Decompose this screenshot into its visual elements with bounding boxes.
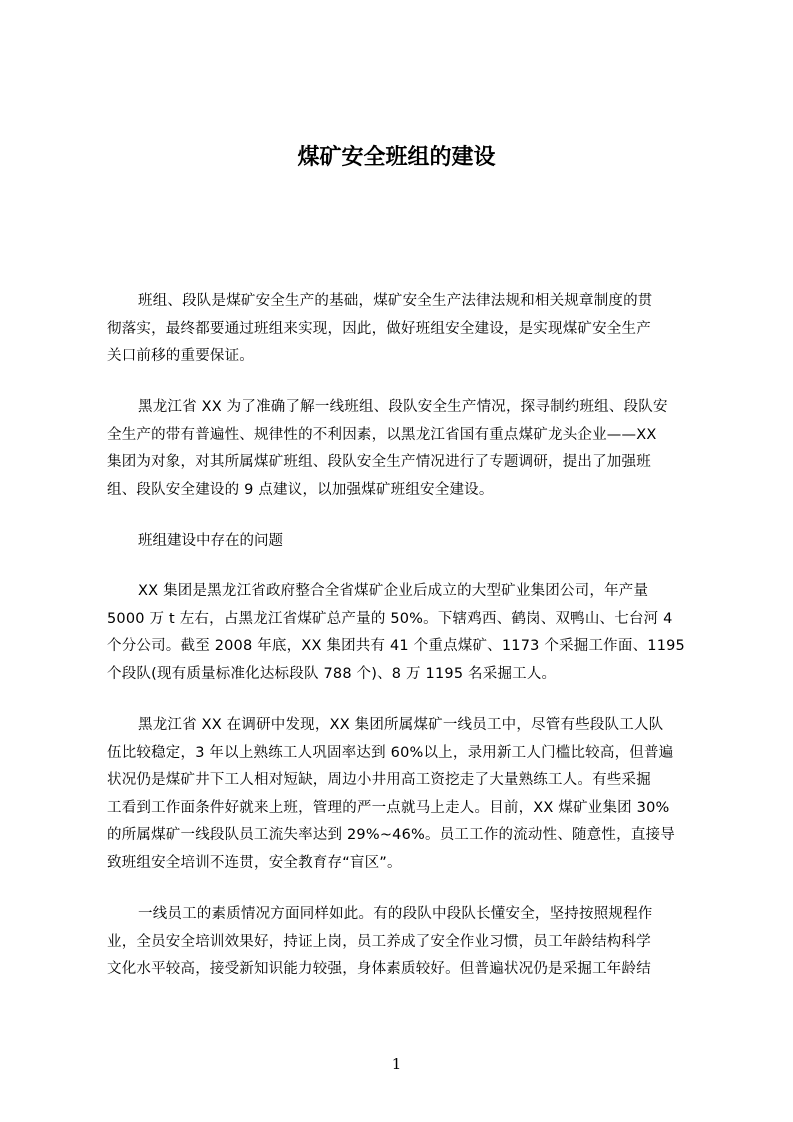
paragraph-line: 致班组安全培训不连贯，安全教育存“盲区”。 — [107, 854, 402, 871]
paragraph-worker-quality — [107, 901, 697, 984]
paragraph-line: 伍比较稳定，3 年以上熟练工人巩固率达到 60%以上，录用新工人门槛比较高，但普遍 — [107, 744, 674, 761]
paragraph-line: 彻落实，最终都要通过班组来实现，因此，做好班组安全建设，是实现煤矿安全生产 — [107, 320, 651, 337]
paragraph-line: 状况仍是煤矿井下工人相对短缺，周边小井用高工资挖走了大量熟练工人。有些采掘 — [107, 772, 651, 788]
paragraph-line: 组、段队安全建设的 9 点建议，以加强煤矿班组安全建设。 — [107, 481, 494, 498]
paragraph-intro — [107, 288, 697, 371]
paragraph-group-overview — [107, 578, 697, 688]
paragraph-findings — [107, 712, 697, 877]
paragraph-line: 5000 万 t 左右，占黑龙江省煤矿总产量的 50%。下辖鸡西、鹤岗、双鸭山、七台河 4 — [107, 610, 673, 627]
paragraph-line: 工看到工作面条件好就来上班，管理的严一点就马上走人。目前，XX 煤矿业集团 30% — [107, 799, 670, 816]
paragraph-line: 一线员工的素质情况方面同样如此。有的段队中段队长懂安全，坚持按照规程作 — [138, 906, 653, 922]
paragraph-line: 黑龙江省 XX 在调研中发现，XX 集团所属煤矿一线员工中，尽管有些段队工人队 — [138, 717, 664, 733]
paragraph-line: 业，全员安全培训效果好，持证上岗，员工养成了安全作业习惯，员工年龄结构科学 — [107, 933, 651, 950]
paragraph-line: 个段队(现有质量标准化达标段队 788 个)、8 万 1195 名采掘工人。 — [107, 665, 557, 682]
paragraph-line: 班组、段队是煤矿安全生产的基础，煤矿安全生产法律法规和相关规章制度的贯 — [138, 293, 653, 309]
paragraph-line: 黑龙江省 XX 为了准确了解一线班组、段队安全生产情况，探寻制约班组、段队安 — [138, 399, 668, 415]
paragraph-line: 的所属煤矿一线段队员工流失率达到 29%~46%。员工工作的流动性、随意性，直接导 — [107, 827, 675, 843]
paragraph-line: 全生产的带有普遍性、规律性的不利因素，以黑龙江省国有重点煤矿龙头企业——XX — [107, 426, 657, 443]
paragraph-line: 个分公司。截至 2008 年底，XX 集团共有 41 个重点煤矿、1173 个采掘工作面、1195 — [107, 638, 685, 654]
paragraph-line: XX 集团是黑龙江省政府整合全省煤矿企业后成立的大型矿业集团公司，年产量 — [138, 583, 649, 599]
paragraph-line: 文化水平较高，接受新知识能力较强，身体素质较好。但普遍状况仍是采掘工年龄结 — [107, 961, 651, 977]
document-title: 煤矿安全班组的建设 — [297, 145, 496, 170]
section-heading: 班组建设中存在的问题 — [138, 533, 283, 549]
paragraph-survey — [107, 394, 697, 504]
paragraph-line: 集团为对象，对其所属煤矿班组、段队安全生产情况进行了专题调研，提出了加强班 — [107, 454, 651, 470]
paragraph-line: 关口前移的重要保证。 — [107, 348, 254, 364]
page-number: 1 — [391, 1055, 402, 1073]
